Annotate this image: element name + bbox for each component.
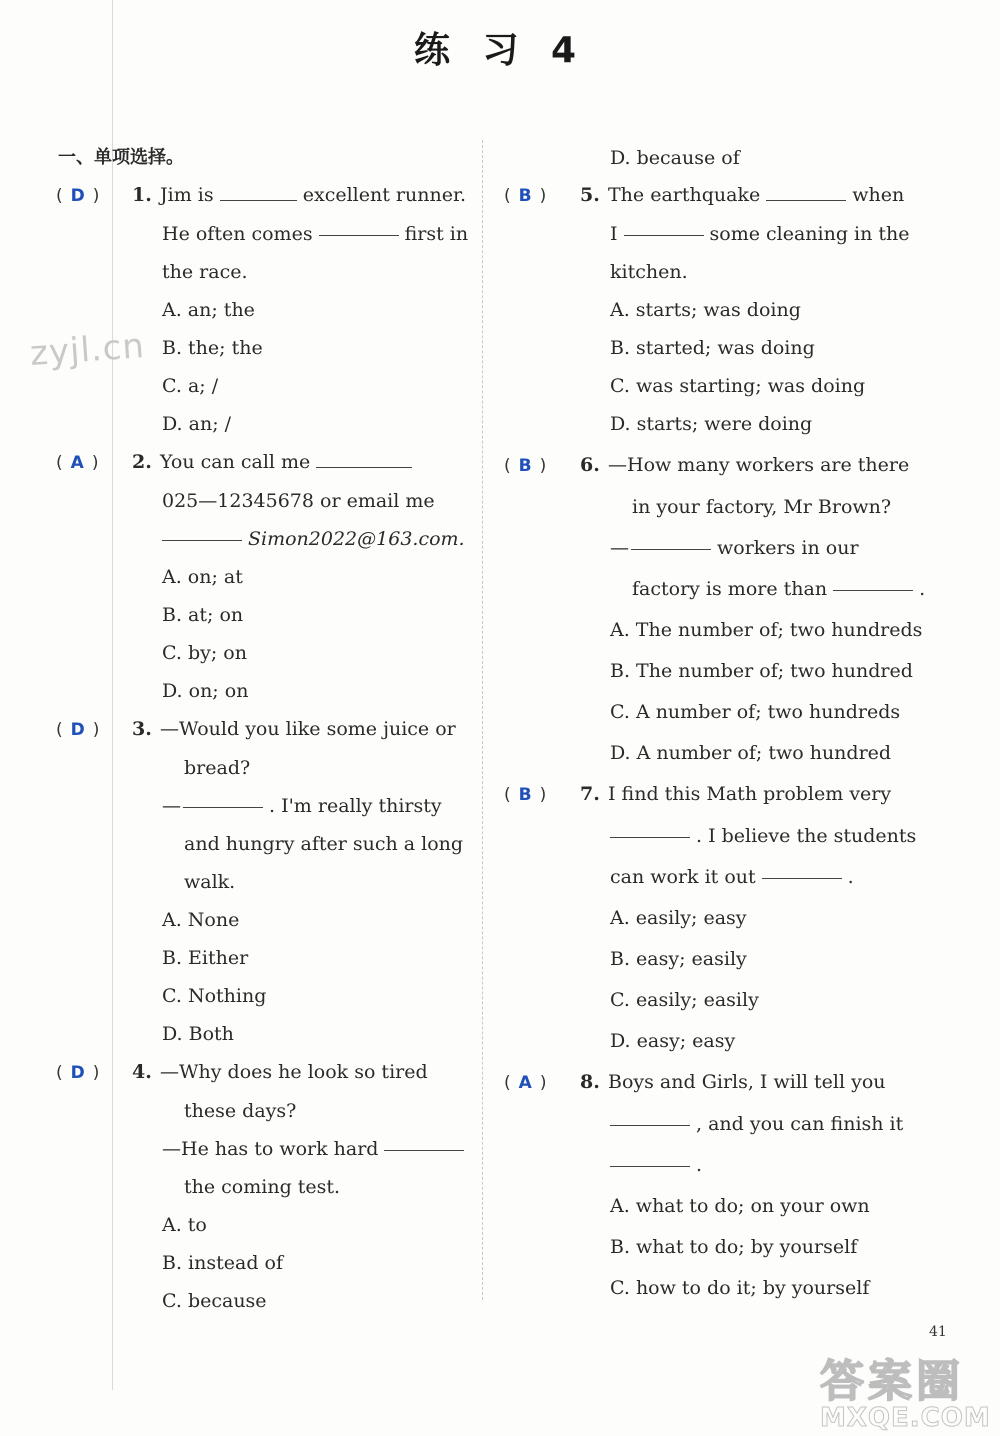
answer-bracket: ( D ): [56, 1063, 100, 1083]
question-text: . I believe the students: [696, 825, 917, 847]
option-d: D. because of: [610, 147, 740, 169]
answer-mark: B: [518, 186, 532, 206]
option-b: B. The number of; two hundred: [610, 660, 913, 682]
blank: [183, 806, 263, 808]
option-a: A. on; at: [162, 566, 243, 588]
answer-bracket: ( B ): [504, 785, 547, 805]
blank: [220, 199, 297, 201]
option-c: C. a; /: [162, 375, 219, 397]
option-d: D. A number of; two hundred: [610, 742, 892, 764]
email-text: Simon2022@163.com.: [248, 528, 465, 550]
question-text: the coming test.: [184, 1176, 341, 1198]
option-a: A. to: [162, 1214, 207, 1236]
question-text: I: [610, 223, 618, 245]
blank: [319, 234, 399, 236]
option-c: C. was starting; was doing: [610, 375, 866, 397]
option-a: A. The number of; two hundreds: [610, 619, 923, 641]
question-text: The earthquake: [608, 184, 761, 206]
question-number: 4.: [132, 1061, 152, 1083]
option-d: D. an; /: [162, 413, 232, 435]
right-column: [504, 147, 940, 1309]
question-text: excellent runner.: [302, 184, 466, 206]
answer-bracket: ( D ): [56, 186, 100, 206]
option-b: B. started; was doing: [610, 337, 815, 359]
question-text: . I'm really thirsty: [269, 795, 442, 817]
question-text: in your factory, Mr Brown?: [632, 496, 892, 518]
answer-mark: D: [70, 720, 85, 740]
option-c: C. by; on: [162, 642, 247, 664]
blank: [766, 199, 846, 201]
question-text: workers in our: [717, 537, 859, 559]
question-text: —He has to work hard: [162, 1138, 379, 1160]
page-title: 练 习 4: [413, 30, 587, 71]
answer-mark: A: [518, 1073, 532, 1093]
blank: [384, 1149, 464, 1151]
answer-mark: A: [70, 453, 84, 473]
blank: [610, 1124, 690, 1126]
question-number: 8.: [580, 1071, 600, 1093]
question-number: 5.: [580, 184, 600, 206]
question-text: first in: [404, 223, 469, 245]
question-text: —Would you like some juice or: [160, 718, 456, 740]
option-b: B. instead of: [162, 1252, 283, 1274]
option-b: B. easy; easily: [610, 948, 747, 970]
question-text: Boys and Girls, I will tell you: [608, 1071, 886, 1093]
question-text: factory is more than: [632, 578, 828, 600]
answer-bracket: ( B ): [504, 186, 547, 206]
section-heading: 一、单项选择。: [58, 147, 184, 168]
option-c: C. how to do it; by yourself: [610, 1277, 870, 1299]
question-text: when: [852, 184, 905, 206]
logo-text-en: MXQE.COM: [820, 1403, 991, 1433]
question-number: 3.: [132, 718, 152, 740]
answer-mark: D: [70, 186, 85, 206]
question-3: ( D ) 3. —Would you like some juice or bread? — . I'm really thirsty and hungry after such a long walk. A. None B. Either C. Nothing D. Both: [56, 710, 466, 1053]
question-text: the race.: [162, 261, 248, 283]
option-d: D. easy; easy: [610, 1030, 736, 1052]
question-text: can work it out: [610, 866, 756, 888]
option-b: B. the; the: [162, 337, 263, 359]
blank: [624, 234, 704, 236]
option-d: D. on; on: [162, 680, 249, 702]
question-1: [56, 176, 469, 443]
question-text: some cleaning in the: [709, 223, 910, 245]
option-a: A. starts; was doing: [610, 299, 801, 321]
blank: [762, 877, 842, 879]
question-2: [56, 443, 466, 710]
option-a: A. easily; easy: [610, 907, 747, 929]
question-text: , and you can finish it: [696, 1113, 904, 1135]
question-6: ( B ) 6. —How many workers are there in your factory, Mr Brown? — workers in our factory is more than . A. The number of; two hundreds B. The number of; two hundred C. A number of; two hundreds D. A number of; two hundred: [504, 445, 940, 774]
answer-mark: B: [518, 456, 532, 476]
site-logo: [820, 1345, 991, 1433]
blank: [631, 548, 711, 550]
question-7: ( B ) 7. I find this Math problem very . I believe the students can work it out . A. easily; easy B. easy; easily C. easily; easily D. easy; easy: [504, 774, 940, 1062]
watermark: zyjl.cn: [28, 326, 147, 374]
option-d: D. Both: [162, 1023, 234, 1045]
question-text: and hungry after such a long: [184, 833, 464, 855]
option-b: B. what to do; by yourself: [610, 1236, 858, 1258]
option-c: C. easily; easily: [610, 989, 759, 1011]
question-text: —How many workers are there: [608, 454, 910, 476]
answer-bracket: ( D ): [56, 720, 100, 740]
question-text: You can call me: [160, 451, 311, 473]
option-c: C. Nothing: [162, 985, 267, 1007]
question-number: 1.: [132, 184, 152, 206]
answer-mark: D: [70, 1063, 85, 1083]
option-a: A. an; the: [162, 299, 255, 321]
page-number: 41: [929, 1324, 947, 1340]
question-text: kitchen.: [610, 261, 688, 283]
blank: [316, 466, 412, 468]
blank: [610, 836, 690, 838]
blank: [162, 539, 242, 541]
answer-mark: B: [518, 785, 532, 805]
question-text: bread?: [184, 757, 251, 779]
option-b: B. at; on: [162, 604, 244, 626]
question-4: [56, 1053, 466, 1320]
option-c: C. A number of; two hundreds: [610, 701, 901, 723]
question-text: He often comes: [162, 223, 313, 245]
question-text: I find this Math problem very: [608, 783, 892, 805]
column-divider: [482, 140, 483, 1300]
left-column: [56, 176, 469, 1320]
question-text: —Why does he look so tired: [160, 1061, 428, 1083]
answer-bracket: ( B ): [504, 456, 547, 476]
question-text: these days?: [184, 1100, 297, 1122]
option-a: A. what to do; on your own: [610, 1195, 870, 1217]
question-8: ( A ) 8. Boys and Girls, I will tell you , and you can finish it . A. what to do; on your own B. what to do; by yourself C. how to do it; by yourself: [504, 1062, 940, 1309]
answer-bracket: ( A ): [56, 453, 99, 473]
answer-bracket: ( A ): [504, 1073, 547, 1093]
question-text: 025—12345678 or email me: [162, 490, 435, 512]
question-number: 7.: [580, 783, 600, 805]
blank: [833, 589, 913, 591]
option-c: C. because: [162, 1290, 267, 1312]
question-text: Jim is: [160, 184, 214, 206]
blank: [610, 1165, 690, 1167]
logo-text-cn: 答案圈: [820, 1356, 964, 1407]
option-d: D. starts; were doing: [610, 413, 813, 435]
question-text: walk.: [184, 871, 236, 893]
option-b: B. Either: [162, 947, 249, 969]
question-number: 2.: [132, 451, 152, 473]
question-5: [504, 176, 940, 443]
option-a: A. None: [162, 909, 240, 931]
question-number: 6.: [580, 454, 600, 476]
